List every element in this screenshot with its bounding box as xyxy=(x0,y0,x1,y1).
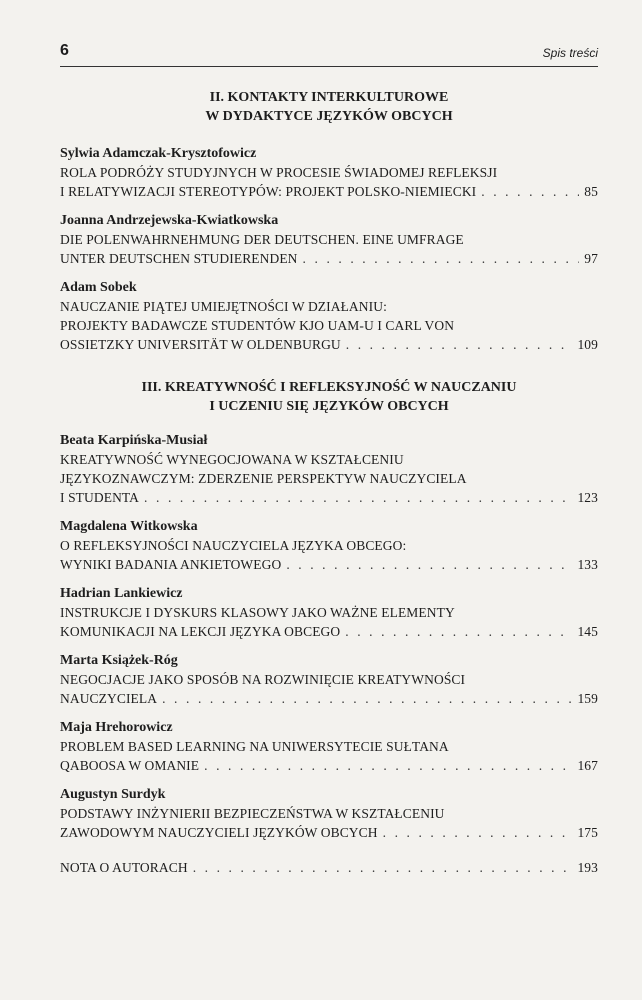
entry-author: Magdalena Witkowska xyxy=(60,519,198,534)
entry-page-number: 133 xyxy=(577,557,598,572)
entry-title-line: DIE POLENWAHRNEHMUNG DER DEUTSCHEN. EINE UMFRAGE xyxy=(60,232,464,247)
page-number: 6 xyxy=(60,42,69,59)
entry-title-line: PROJEKTY BADAWCZE STUDENTÓW KJO UAM-U I CARL VON xyxy=(60,318,455,333)
entry-page-number: 167 xyxy=(577,758,598,773)
entry-title-line: PODSTAWY INŻYNIERII BEZPIECZEŃSTWA W KSZTAŁCENIU xyxy=(60,806,445,821)
leader-dots xyxy=(144,488,572,507)
entry-title-line: NAUCZANIE PIĄTEJ UMIEJĘTNOŚCI W DZIAŁANIU: xyxy=(60,299,387,314)
section-title-iii xyxy=(60,378,598,416)
entry-title-line: INSTRUKCJE I DYSKURS KLASOWY JAKO WAŻNE ELEMENTY xyxy=(60,605,455,620)
section-title-line: II. KONTAKTY INTERKULTUROWE xyxy=(209,90,449,105)
entry-author: Joanna Andrzejewska-Kwiatkowska xyxy=(60,213,279,228)
entry-last-line xyxy=(60,488,598,507)
toc-entry xyxy=(60,431,598,507)
entry-title-line: NAUCZYCIELA xyxy=(60,691,158,706)
leader-dots xyxy=(204,756,572,775)
toc-entry xyxy=(60,651,598,708)
entry-title-line: OSSIETZKY UNIVERSITÄT W OLDENBURGU xyxy=(60,337,341,352)
leader-dots xyxy=(286,555,572,574)
nota-label: NOTA O AUTORACH xyxy=(60,860,188,875)
entry-page-number: 97 xyxy=(584,251,598,266)
entry-author: Adam Sobek xyxy=(60,280,137,295)
entry-page-number: 193 xyxy=(577,860,598,875)
leader-dots xyxy=(303,249,580,268)
entry-page-number: 159 xyxy=(577,691,598,706)
entry-last-line xyxy=(60,756,598,775)
entry-title-line: UNTER DEUTSCHEN STUDIERENDEN xyxy=(60,251,298,266)
entry-title-line: ROLA PODRÓŻY STUDYJNYCH W PROCESIE ŚWIADOMEJ REFLEKSJI xyxy=(60,165,498,180)
entry-last-line xyxy=(60,182,598,201)
toc-entry xyxy=(60,211,598,268)
entry-title-line: JĘZYKOZNAWCZYM: ZDERZENIE PERSPEKTYW NAUCZYCIELA xyxy=(60,471,467,486)
entry-title-line: I STUDENTA xyxy=(60,490,140,505)
table-of-contents xyxy=(60,88,598,877)
entry-last-line xyxy=(60,335,598,354)
leader-dots xyxy=(481,182,579,201)
entry-title-line: WYNIKI BADANIA ANKIETOWEGO xyxy=(60,557,282,572)
toc-entry xyxy=(60,718,598,775)
entry-last-line xyxy=(60,249,598,268)
toc-entry xyxy=(60,517,598,574)
running-title: Spis treści xyxy=(542,46,598,60)
entry-title-line: PROBLEM BASED LEARNING NA UNIWERSYTECIE SUŁTANA xyxy=(60,739,449,754)
leader-dots xyxy=(383,823,573,842)
toc-entry xyxy=(60,785,598,842)
entry-author: Sylwia Adamczak-Krysztofowicz xyxy=(60,146,257,161)
entry-page-number: 109 xyxy=(577,337,598,352)
toc-entry xyxy=(60,144,598,201)
entry-last-line xyxy=(60,622,598,641)
entry-page-number: 123 xyxy=(577,490,598,505)
entry-page-number: 175 xyxy=(577,825,598,840)
toc-entry xyxy=(60,584,598,641)
entry-author: Beata Karpińska-Musiał xyxy=(60,433,208,448)
entry-author: Marta Książek-Róg xyxy=(60,653,178,668)
leader-dots xyxy=(345,622,572,641)
nota-o-autorach-entry xyxy=(60,858,598,877)
entry-title-line: KREATYWNOŚĆ WYNEGOCJOWANA W KSZTAŁCENIU xyxy=(60,452,404,467)
entry-title-line: ZAWODOWYM NAUCZYCIELI JĘZYKÓW OBCYCH xyxy=(60,825,378,840)
leader-dots xyxy=(193,858,573,877)
section-title-line: III. KREATYWNOŚĆ I REFLEKSYJNOŚĆ W NAUCZANIU xyxy=(141,380,517,395)
section-title-ii xyxy=(60,88,598,126)
entry-page-number: 145 xyxy=(577,624,598,639)
entry-title-line: NEGOCJACJE JAKO SPOSÓB NA ROZWINIĘCIE KREATYWNOŚCI xyxy=(60,672,466,687)
section-title-line: W DYDAKTYCE JĘZYKÓW OBCYCH xyxy=(205,109,453,124)
entry-last-line xyxy=(60,823,598,842)
leader-dots xyxy=(346,335,573,354)
entry-page-number: 85 xyxy=(584,184,598,199)
entry-title-line: QABOOSA W OMANIE xyxy=(60,758,200,773)
entry-title-line: I RELATYWIZACJI STEREOTYPÓW: PROJEKT POLSKO-NIEMIECKI xyxy=(60,184,477,199)
entry-author: Hadrian Lankiewicz xyxy=(60,586,183,601)
entry-author: Maja Hrehorowicz xyxy=(60,720,173,735)
entry-title-line: KOMUNIKACJI NA LEKCJI JĘZYKA OBCEGO xyxy=(60,624,341,639)
entry-last-line xyxy=(60,689,598,708)
page-header xyxy=(60,42,598,67)
section-title-line: I UCZENIU SIĘ JĘZYKÓW OBCYCH xyxy=(209,399,449,414)
entry-last-line xyxy=(60,555,598,574)
toc-entry xyxy=(60,278,598,354)
entry-author: Augustyn Surdyk xyxy=(60,787,166,802)
entry-title-line: O REFLEKSYJNOŚCI NAUCZYCIELA JĘZYKA OBCEGO: xyxy=(60,538,407,553)
leader-dots xyxy=(162,689,572,708)
